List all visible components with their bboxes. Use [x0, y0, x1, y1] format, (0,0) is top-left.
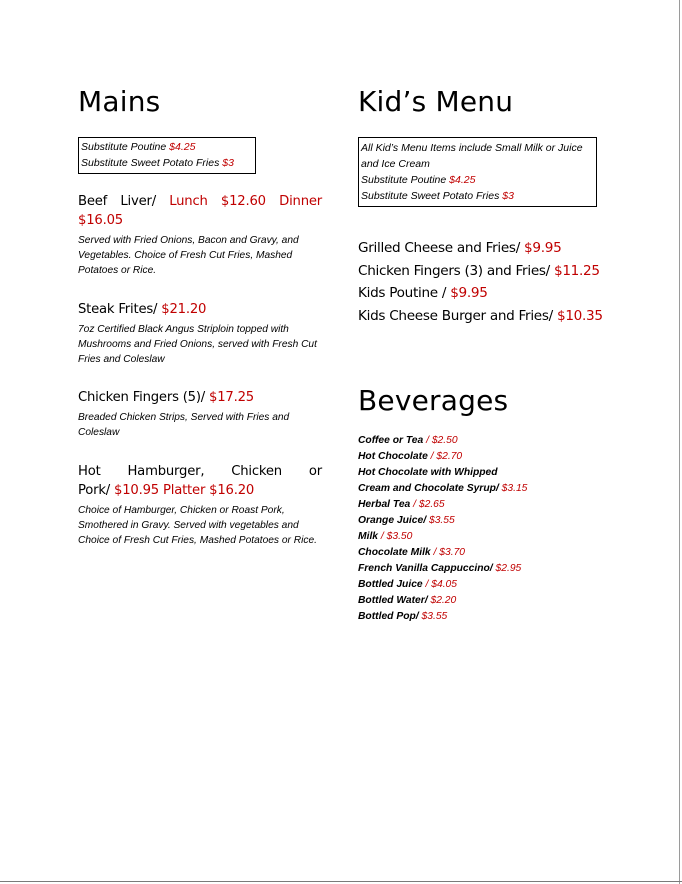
kids-items-list [358, 237, 603, 327]
chicken-fingers-description: Breaded Chicken Strips, Served with Fries and Coleslaw [78, 412, 290, 439]
bev-item-chocolate-milk: Chocolate Milk / $3.70 [358, 547, 466, 558]
mains-substitution-box [78, 137, 256, 174]
kids-note-box [358, 137, 597, 207]
mains-sub-sweet-potato: Substitute Sweet Potato Fries $3 [81, 156, 234, 169]
bev-item-bottled-water: Bottled Water/ $2.20 [358, 595, 457, 606]
kids-item-cheese-burger: Kids Cheese Burger and Fries/ $10.35 [358, 307, 603, 324]
mains-title: Mains [78, 85, 161, 118]
bev-item-milk: Milk / $3.50 [358, 531, 413, 542]
beverages-title: Beverages [358, 384, 509, 417]
kids-menu-title: Kid’s Menu [358, 85, 514, 118]
kids-item-poutine: Kids Poutine / $9.95 [358, 285, 488, 301]
steak-frites-description: 7oz Certified Black Angus Striploin topped with Mushrooms and Fried Onions, served with Fresh Cut Fries and Coleslaw [78, 323, 317, 366]
menu-item-hot-hamburger [78, 462, 322, 549]
bev-item-hot-chocolate-whipped-2: Cream and Chocolate Syrup/ $3.15 [358, 483, 528, 494]
page-edge-right [679, 0, 680, 884]
kids-beverages-column [358, 84, 603, 625]
page-edge-bottom [0, 881, 682, 882]
bev-item-hot-chocolate-whipped-1: Hot Chocolate with Whipped [358, 467, 498, 478]
hot-hamburger-title: Hot Hamburger, Chicken or Pork/ $10.95 Platter $16.20 [78, 463, 322, 498]
steak-frites-title: Steak Frites/ $21.20 [78, 301, 207, 317]
menu-item-beef-liver [78, 192, 322, 279]
bev-item-orange-juice: Orange Juice/ $3.55 [358, 515, 455, 526]
menu-item-chicken-fingers [78, 388, 322, 440]
kids-sub-sweet-potato: Substitute Sweet Potato Fries $3 [361, 190, 514, 202]
kids-note-line1: All Kid’s Menu Items include Small Milk or Juice [361, 142, 583, 154]
beef-liver-description: Served with Fried Onions, Bacon and Gravy, and Vegetables. Choice of Fresh Cut Fries, Mashed Potatoes or Rice. [78, 235, 299, 277]
bev-item-hot-chocolate: Hot Chocolate / $2.70 [358, 451, 463, 462]
bev-item-bottled-juice: Bottled Juice / $4.05 [358, 579, 458, 590]
menu-item-steak-frites [78, 300, 322, 368]
bev-item-coffee-tea: Coffee or Tea / $2.50 [358, 435, 458, 446]
mains-sub-poutine: Substitute Poutine $4.25 [81, 141, 196, 153]
hot-hamburger-description: Choice of Hamburger, Chicken or Roast Pork, Smothered in Gravy. Served with vegetables and Choice of Fresh Cut Fries, Mashed Potatoes or Rice. [78, 504, 317, 547]
chicken-fingers-title: Chicken Fingers (5)/ $17.25 [78, 390, 254, 406]
kids-note-line2: and Ice Cream [361, 158, 430, 170]
kids-item-chicken-fingers: Chicken Fingers (3) and Fries/ $11.25 [358, 262, 600, 279]
bev-item-french-vanilla: French Vanilla Cappuccino/ $2.95 [358, 563, 522, 574]
bev-item-bottled-pop: Bottled Pop/ $3.55 [358, 611, 448, 622]
beverages-list [358, 433, 598, 625]
mains-column [78, 84, 322, 548]
kids-item-grilled-cheese: Grilled Cheese and Fries/ $9.95 [358, 240, 562, 256]
bev-item-herbal-tea: Herbal Tea / $2.65 [358, 499, 445, 510]
beef-liver-title: Beef Liver/ Lunch $12.60 Dinner $16.05 [78, 194, 322, 228]
kids-sub-poutine: Substitute Poutine $4.25 [361, 174, 476, 186]
